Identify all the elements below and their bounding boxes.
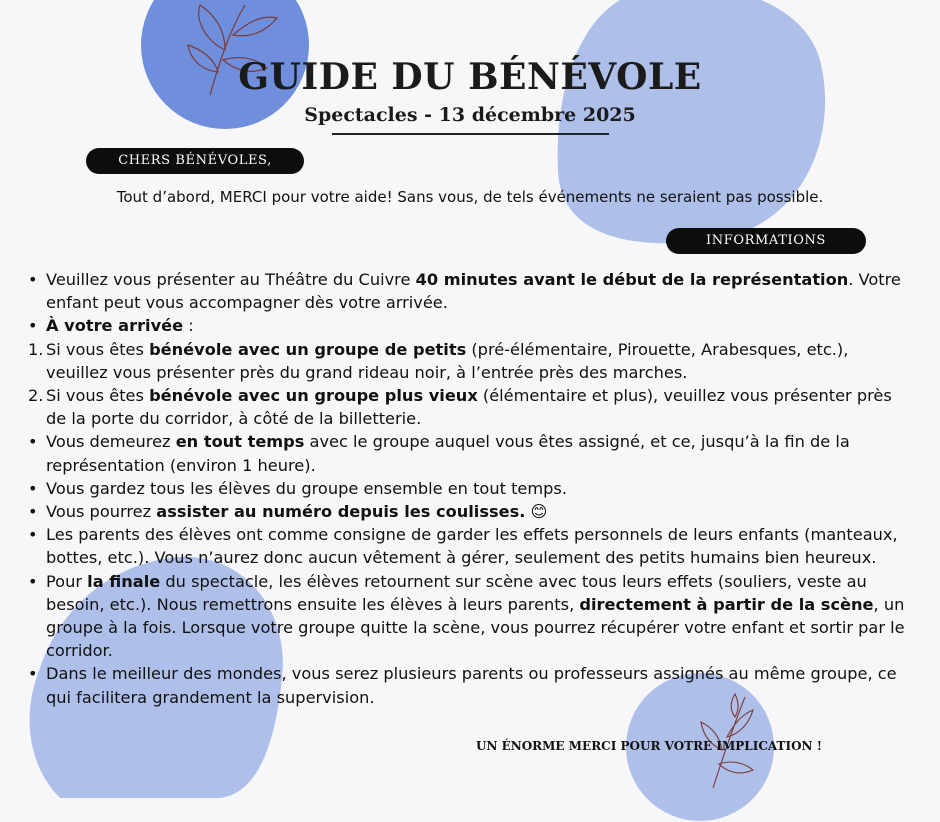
list-item: • Veuillez vous présenter au Théâtre du Cuivre 40 minutes avant le début de la représentation. Votre enfant peut vous accompagner dès votre arrivée.	[28, 270, 901, 313]
numbered-item: 2. Si vous êtes bénévole avec un groupe plus vieux (élémentaire et plus), veuillez vous présenter près de la porte du corridor, à côté de la billetterie.	[28, 386, 892, 429]
list-item: • Pour la finale du spectacle, les élèves retournent sur scène avec tous leurs effets (souliers, veste au besoin, etc.). Nous remettrons ensuite les élèves à leurs parents, directement à partir de la scène, un groupe à la fois. Lorsque votre groupe quitte la scène, vous pourrez récupérer votre enfant et sortir par le corridor.	[28, 571, 905, 661]
bullet: •	[28, 432, 38, 452]
page-title: GUIDE DU BÉNÉVOLE	[238, 56, 702, 98]
smile-emoji-icon: 😊	[525, 502, 548, 522]
bullet: •	[28, 525, 38, 545]
list-item: • Les parents des élèves ont comme consigne de garder les effets personnels de leurs enfants (manteaux, bottes, etc.). Vous n’aurez donc aucun vêtement à gérer, seulement des petits humains bien heureux.	[28, 525, 898, 568]
footer-thanks: UN ÉNORME MERCI POUR VOTRE IMPLICATION !	[476, 739, 822, 753]
subtitle-underline	[332, 133, 609, 135]
greeting-label: CHERS BÉNÉVOLES,	[86, 148, 304, 174]
bullet: •	[28, 502, 38, 522]
list-item: • Vous demeurez en tout temps avec le groupe auquel vous êtes assigné, et ce, jusqu’à la fin de la représentation (environ 1 heure).	[28, 432, 850, 475]
list-item: • Vous pourrez assister au numéro depuis les coulisses. 😊	[28, 500, 908, 523]
info-label: INFORMATIONS	[666, 228, 866, 254]
page-subtitle: Spectacles - 13 décembre 2025	[304, 104, 636, 126]
info-list	[28, 268, 908, 709]
bullet: •	[28, 316, 38, 336]
number-marker: 1.	[28, 339, 44, 359]
list-item: • À votre arrivée :	[28, 314, 908, 337]
number-marker: 2.	[28, 386, 44, 406]
bullet: •	[28, 478, 38, 498]
list-item: • Vous gardez tous les élèves du groupe ensemble en tout temps.	[28, 477, 908, 500]
bullet: •	[28, 270, 38, 289]
light-blob-top-right	[550, 0, 840, 260]
numbered-item: 1. Si vous êtes bénévole avec un groupe de petits (pré-élémentaire, Pirouette, Arabesques, etc.), veuillez vous présenter près du grand rideau noir, à l’entrée près des marches.	[28, 339, 849, 382]
bullet: •	[28, 571, 38, 591]
bullet: •	[28, 664, 38, 684]
intro-text: Tout d’abord, MERCI pour votre aide! Sans vous, de tels événements ne seraient pas possible.	[116, 188, 824, 206]
list-item: • Dans le meilleur des mondes, vous serez plusieurs parents ou professeurs assignés au même groupe, ce qui facilitera grandement la supervision.	[28, 664, 897, 707]
